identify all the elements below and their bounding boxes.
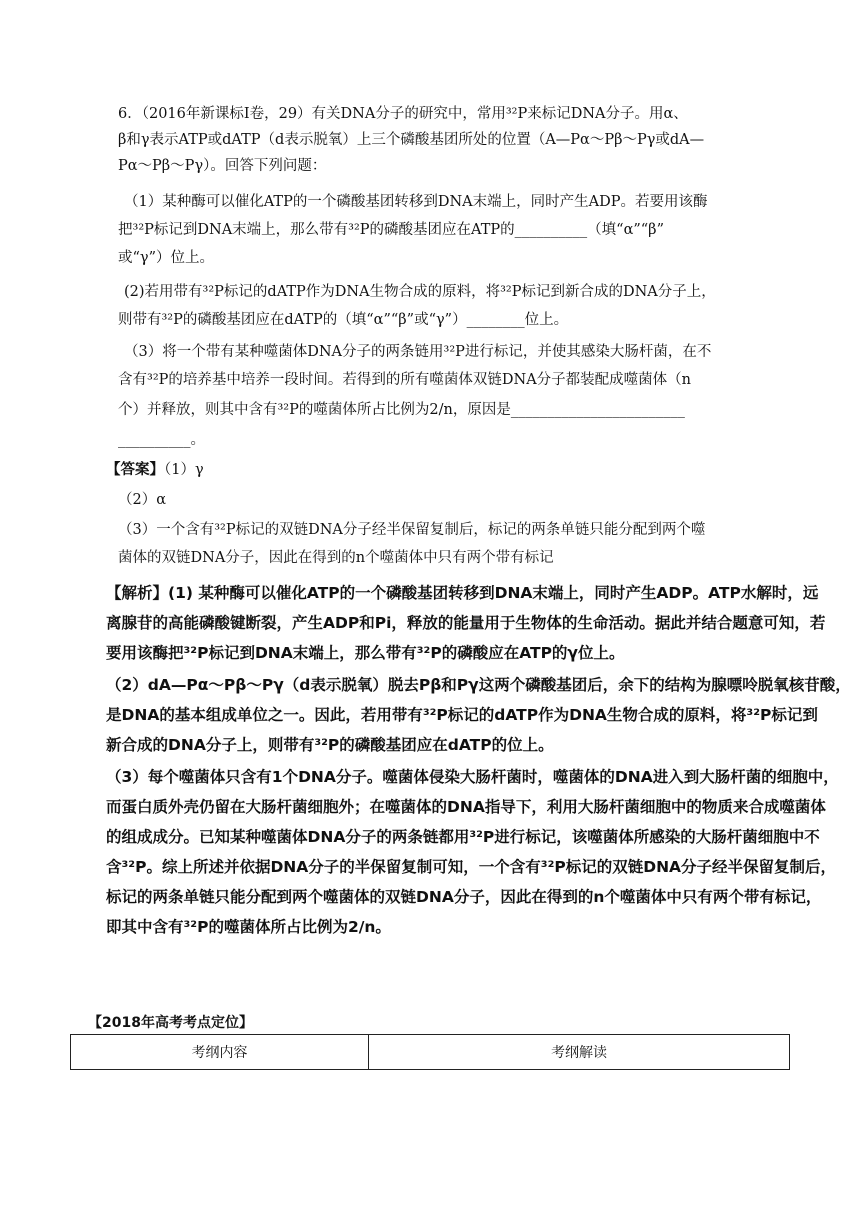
analysis-line: 是DNA的基本组成单位之一。因此，若用带有³²P标记的dATP作为DNA生物合成的原料，将³²P标记到: [106, 706, 818, 724]
answer-line: [106, 460, 204, 480]
syllabus-table: [70, 1034, 790, 1070]
analysis-line: 标记的两条单链只能分配到两个噬菌体的双链DNA分子，因此在得到的n个噬菌体中只有两个带有标记，: [106, 888, 822, 906]
analysis-line: 即其中含有³²P的噬菌体所占比例为2/n。: [106, 918, 391, 936]
analysis-line: 的组成成分。已知某种噬菌体DNA分子的两条链都用³²P进行标记，该噬菌体所感染的大肠杆菌细胞中不: [106, 828, 820, 846]
question-line: 或“γ”）位上。: [118, 250, 214, 266]
analysis-line: 含³²P。综上所述并依据DNA分子的半保留复制可知，一个含有³²P标记的双链DNA分子经半保留复制后，: [106, 858, 837, 876]
section-heading: 【2018年高考考点定位】: [88, 1015, 253, 1031]
analysis-line: （2）dA—Pα～Pβ～Pγ（d表示脱氧）脱去Pβ和Pγ这两个磷酸基团后，余下的结构为腺嘌呤脱氧核苷酸，: [106, 676, 851, 694]
analysis-line: 【解析】(1) 某种酶可以催化ATP的一个磷酸基团转移到DNA末端上，同时产生ADP。ATP水解时，远: [106, 584, 819, 602]
table-header-content: 考纲内容: [71, 1035, 369, 1070]
analysis-line: 离腺苷的高能磷酸键断裂，产生ADP和Pi，释放的能量用于生物体的生命活动。据此并结合题意可知，若: [106, 614, 826, 632]
answer-line: （3）一个含有³²P标记的双链DNA分子经半保留复制后，标记的两条单链只能分配到两个噬: [118, 522, 706, 538]
analysis-line: 新合成的DNA分子上，则带有³²P的磷酸基团应在dATP的位上。: [106, 736, 554, 754]
analysis-line: 而蛋白质外壳仍留在大肠杆菌细胞外；在噬菌体的DNA指导下，利用大肠杆菌细胞中的物质来合成噬菌体: [106, 798, 826, 816]
question-line: 则带有³²P的磷酸基团应在dATP的（填“α”“β”或“γ”）________位上。: [118, 312, 569, 328]
question-line: 含有³²P的培养基中培养一段时间。若得到的所有噬菌体双链DNA分子都装配成噬菌体（n: [118, 372, 692, 388]
question-line: β和γ表示ATP或dATP（d表示脱氧）上三个磷酸基团所处的位置（A—Pα～Pβ～Pγ或dA—: [118, 132, 705, 148]
question-line: __________。: [118, 432, 205, 448]
question-line: （1）某种酶可以催化ATP的一个磷酸基团转移到DNA末端上，同时产生ADP。若要用该酶: [124, 194, 708, 210]
analysis-line: （3）每个噬菌体只含有1个DNA分子。噬菌体侵染大肠杆菌时，噬菌体的DNA进入到大肠杆菌的细胞中，: [106, 768, 839, 786]
answer-line: （2）α: [118, 492, 167, 508]
analysis-line: 要用该酶把³²P标记到DNA末端上，那么带有³²P的磷酸应在ATP的γ位上。: [106, 644, 625, 662]
table-header-row: [71, 1035, 790, 1070]
table-header-interpretation: 考纲解读: [369, 1035, 790, 1070]
question-line: (2)若用带有³²P标记的dATP作为DNA生物合成的原料，将³²P标记到新合成的DNA分子上，: [124, 284, 716, 300]
answer-line: 菌体的双链DNA分子，因此在得到的n个噬菌体中只有两个带有标记: [118, 550, 554, 566]
question-line: 6．（2016年新课标Ⅰ卷，29）有关DNA分子的研究中，常用³²P来标记DNA分子。用α、: [118, 106, 688, 122]
question-line: Pα～Pβ～Pγ）。回答下列问题：: [118, 158, 327, 174]
answer-text: （1）γ: [164, 462, 204, 478]
question-line: 把³²P标记到DNA末端上，那么带有³²P的磷酸基团应在ATP的__________（填“α”“β”: [118, 222, 664, 238]
question-line: （3）将一个带有某种噬菌体DNA分子的两条链用³²P进行标记，并使其感染大肠杆菌，在不: [124, 344, 712, 360]
question-line: 个）并释放，则其中含有³²P的噬菌体所占比例为2/n，原因是________________________: [118, 402, 685, 418]
answer-label: 【答案】: [106, 462, 164, 478]
